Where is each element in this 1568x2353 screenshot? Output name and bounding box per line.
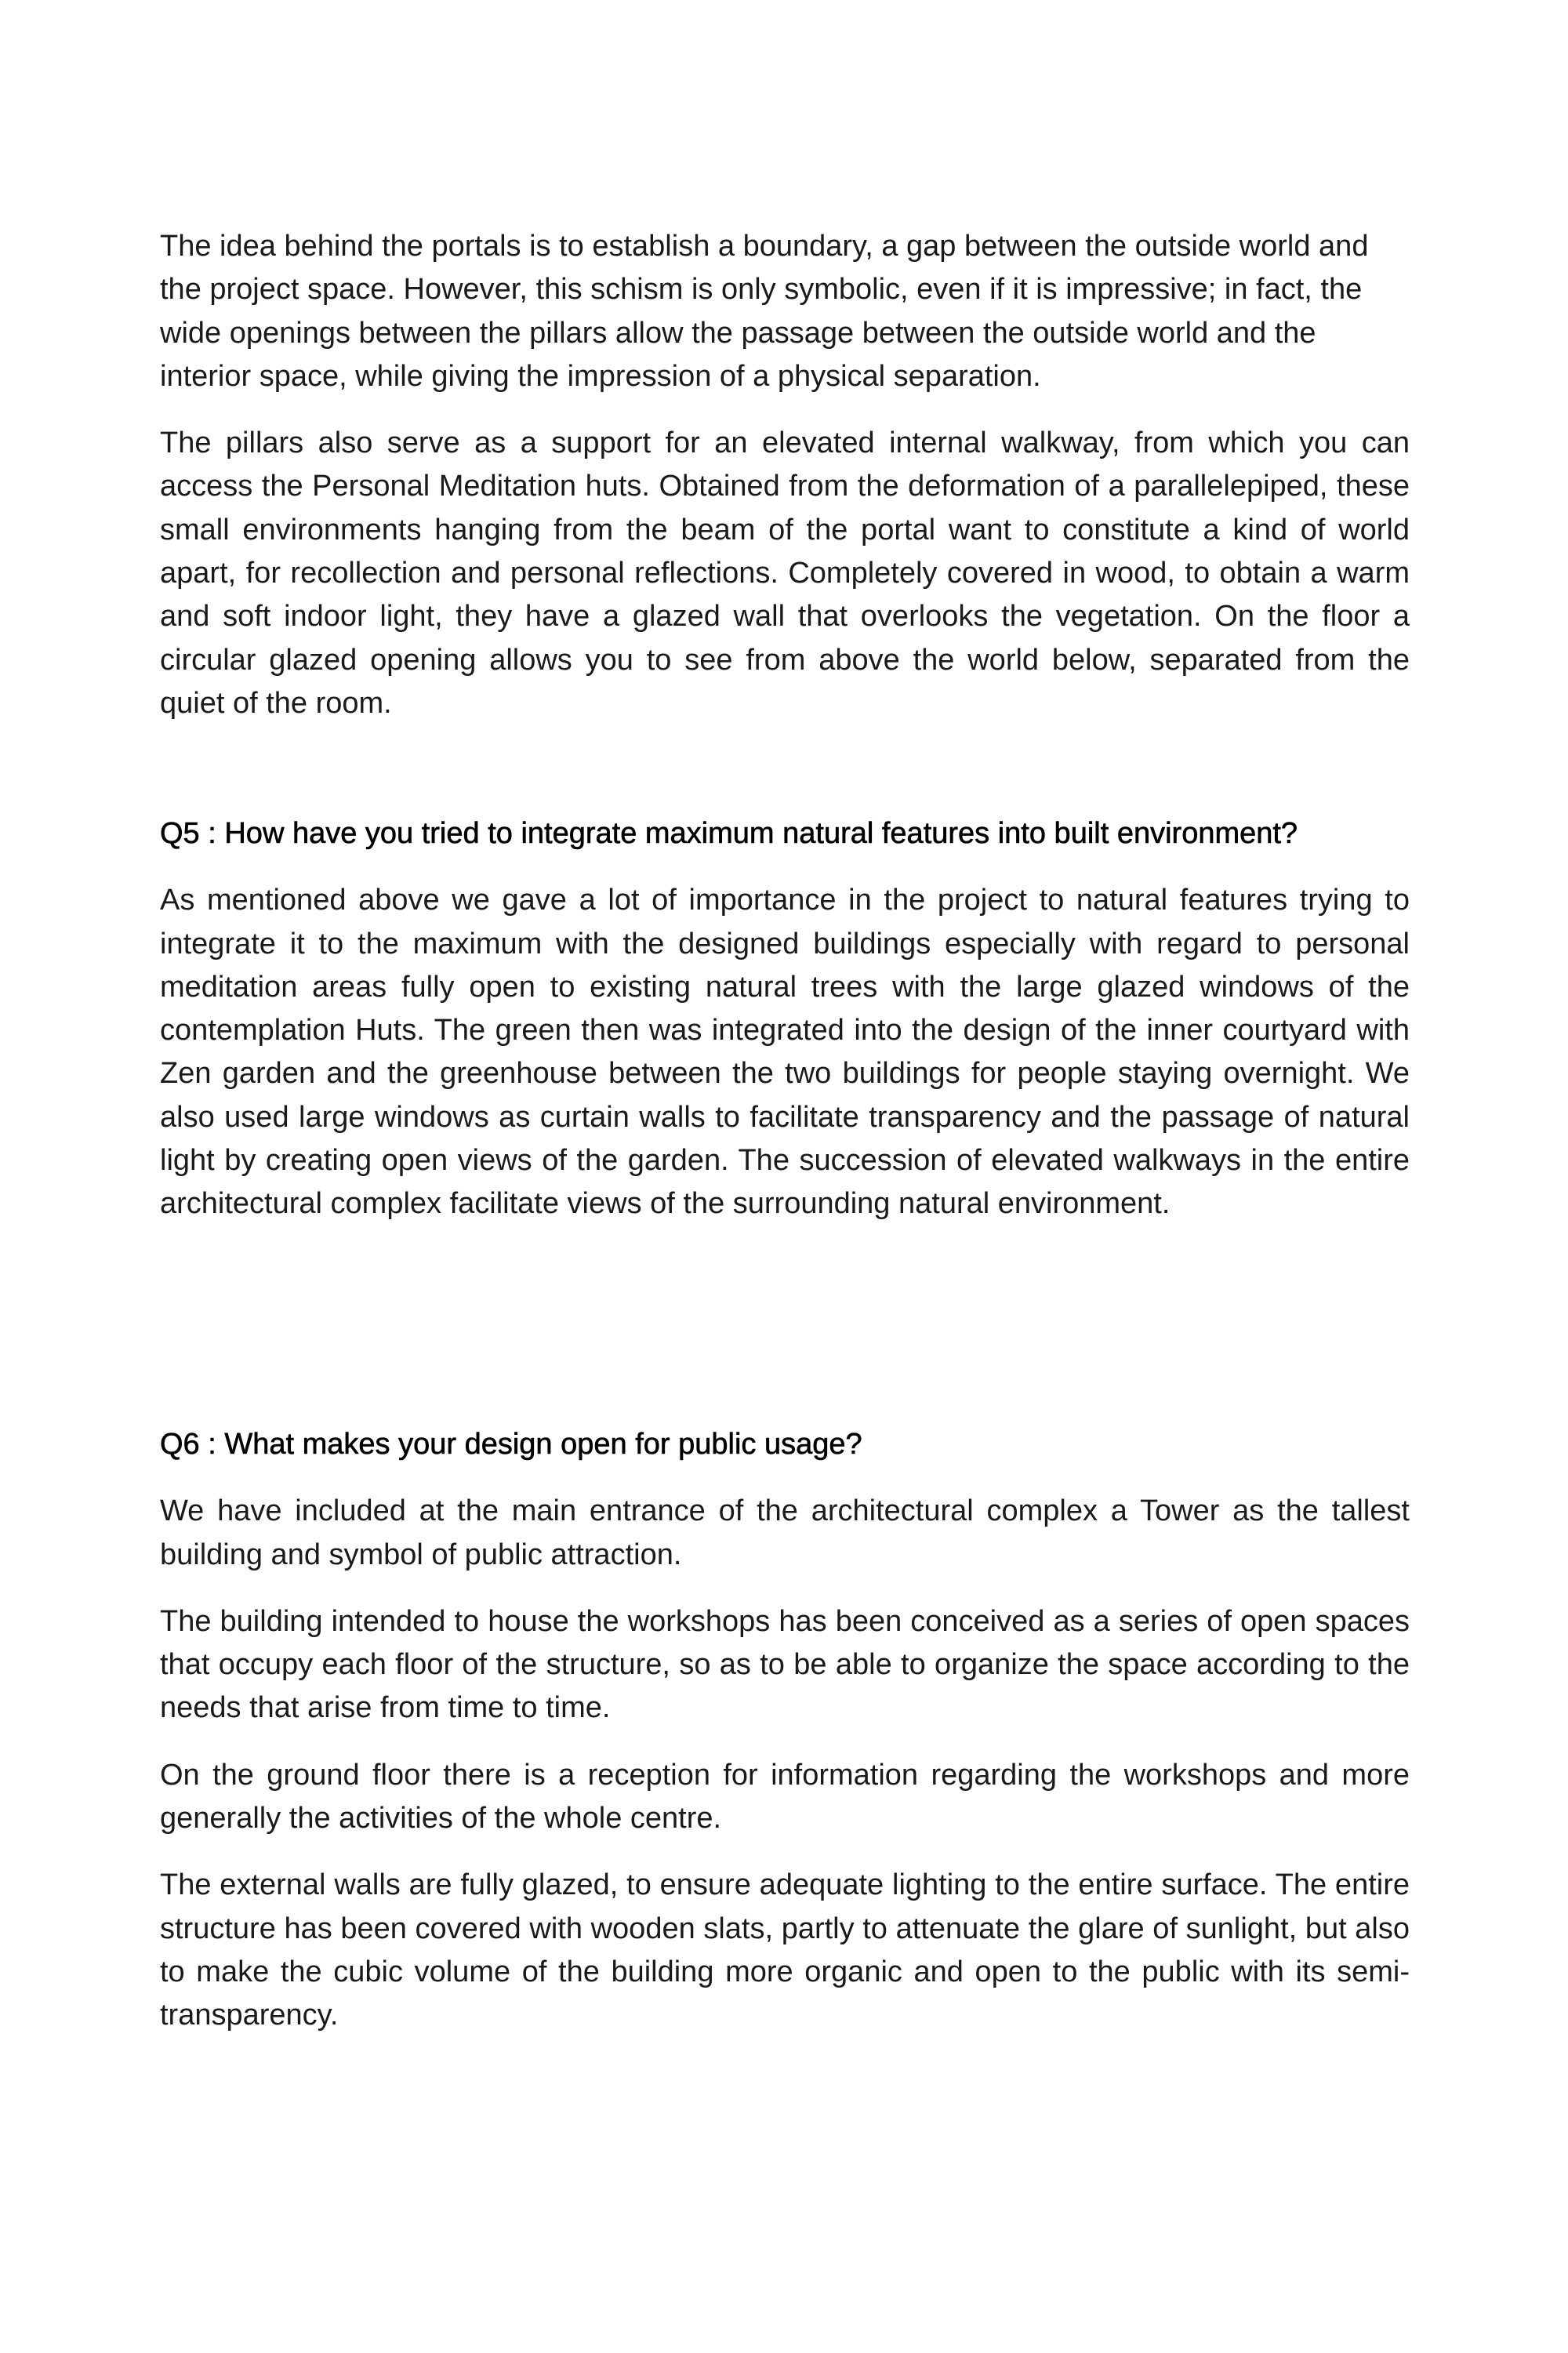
section-intro	[160, 225, 1410, 725]
section-q6	[160, 1423, 1410, 2038]
paragraph-portals: The idea behind the portals is to establish a boundary, a gap between the outside world and the project space. However, this schism is only symbolic, even if it is impressive; in fact, the wide openings between the pillars allow the passage between the outside world and the interior space, while giving the impression of a physical separation.	[160, 230, 1369, 393]
answer-q5: As mentioned above we gave a lot of importance in the project to natural features trying to integrate it to the maximum with the designed buildings especially with regard to personal meditation areas fully open to existing natural trees with the large glazed windows of the contemplation Huts. The green then was integrated into the design of the inner courtyard with Zen garden and the greenhouse between the two buildings for people staying overnight. We also used large windows as curtain walls to facilitate transparency and the passage of natural light by creating open views of the garden. The succession of elevated walkways in the entire architectural complex facilitate views of the surrounding natural environment.	[160, 884, 1410, 1221]
answer-q6-workshops: The building intended to house the workshops has been conceived as a series of open spaces that occupy each floor of the structure, so as to be able to organize the space according to the needs that arise from time to time.	[160, 1604, 1410, 1725]
answer-q6-walls: The external walls are fully glazed, to ensure adequate lighting to the entire surface. The entire structure has been covered with wooden slats, partly to attenuate the glare of sunlight, but also to make the cubic volume of the building more organic and open to the public with its semi-transparency.	[160, 1868, 1410, 2032]
answer-q6-reception: On the ground floor there is a reception for information regarding the workshops and more generally the activities of the whole centre.	[160, 1758, 1410, 1836]
answer-q6-tower: We have included at the main entrance of the architectural complex a Tower as the tallest building and symbol of public attraction.	[160, 1494, 1410, 1571]
section-q5	[160, 812, 1410, 1226]
paragraph-pillars: The pillars also serve as a support for an elevated internal walkway, from which you can access the Personal Meditation huts. Obtained from the deformation of a parallelepiped, these small environments hanging from the beam of the portal want to constitute a kind of world apart, for recollection and personal reflections. Completely covered in wood, to obtain a warm and soft indoor light, they have a glazed wall that overlooks the vegetation. On the floor a circular glazed opening allows you to see from above the world below, separated from the quiet of the room.	[160, 427, 1410, 720]
question-heading-q6: Q6 : What makes your design open for public usage?	[160, 1428, 862, 1461]
question-heading-q5: Q5 : How have you tried to integrate maximum natural features into built environment?	[160, 817, 1298, 850]
